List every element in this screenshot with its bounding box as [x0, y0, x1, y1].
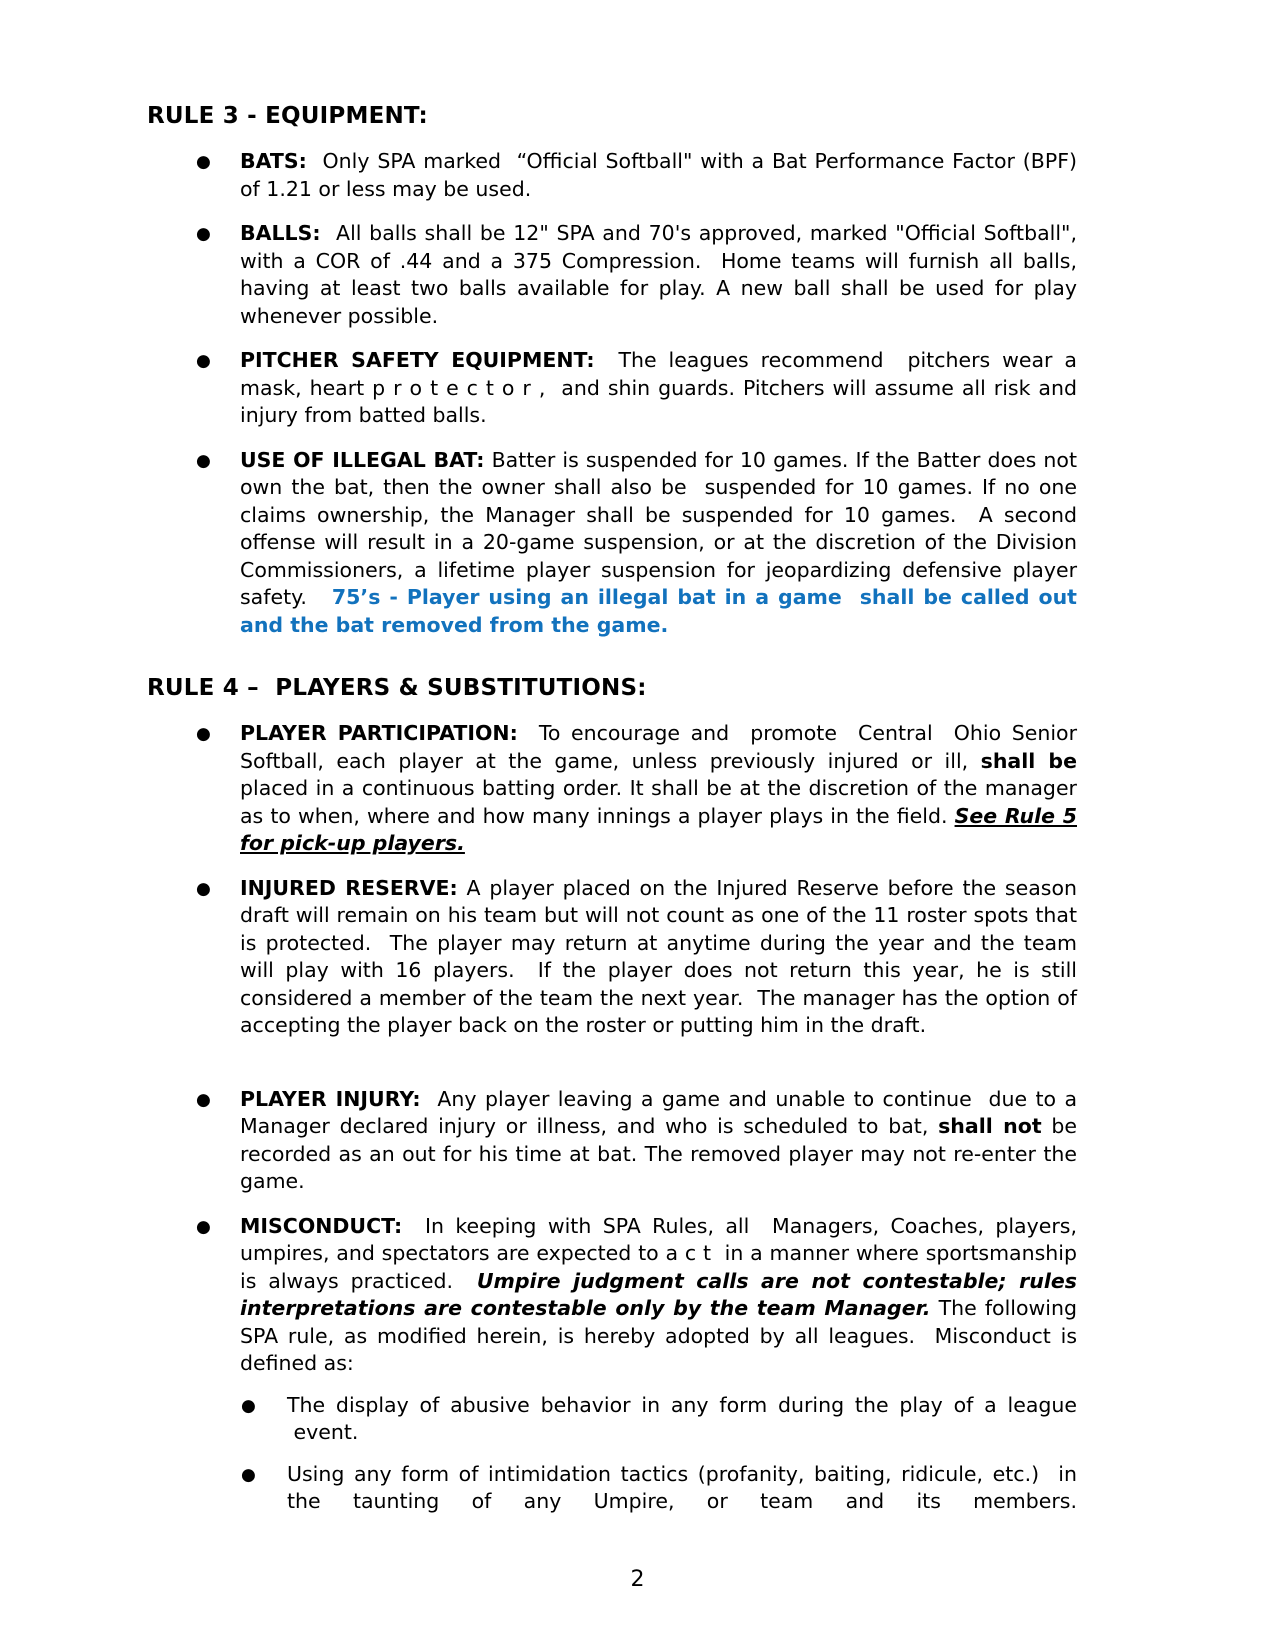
bullet-icon: ●	[196, 724, 211, 744]
bold-text: shall not	[938, 1114, 1042, 1138]
rule-item-illegal-bat	[147, 447, 1077, 640]
item-lead-label: PITCHER SAFETY EQUIPMENT:	[240, 348, 595, 372]
rule-5-reference: See Rule 5 for pick-up players.	[240, 803, 1077, 855]
item-text: Batter is suspended for 10 games. If the Batter does not own the bat, then the owner shall also be suspended for 10 games. If no one claims ownership, the Manager shall be suspended for 10 games. A second offense will result in a 20-game suspension, or at the discretion of the Division Commissioners, a lifetime player suspension for jeopardizing defensive player safety.	[240, 447, 1077, 609]
item-lead-label: INJURED RESERVE:	[240, 875, 458, 900]
bullet-icon: ●	[196, 1089, 211, 1110]
sub-item-text: Using any form of intimidation tactics (profanity, baiting, ridicule, etc.) in the taunting of any Umpire, or team and its members.	[287, 1461, 1077, 1513]
bullet-icon: ●	[196, 1216, 211, 1237]
item-text: The leagues recommend pitchers wear a mask, heart p r o t e c t o r , and shin guards. Pitchers will assume all risk and injury from batted balls.	[240, 348, 1077, 427]
rule-item-bats	[147, 148, 1077, 203]
item-text: In keeping with SPA Rules, all Managers, Coaches, players, umpires, and spectators are expected to a c t in a manner where sportsmanship is always practiced.	[240, 1213, 1077, 1293]
highlight-blue-text: 75’s - Player using an illegal bat in a game shall be called out and the bat removed from the game.	[240, 585, 1077, 637]
item-lead-label: PLAYER PARTICIPATION:	[240, 721, 518, 745]
rule-item-injured-reserve	[147, 875, 1077, 1040]
rule-item-pitcher-safety	[147, 347, 1077, 430]
item-lead-label: USE OF ILLEGAL BAT:	[240, 447, 485, 472]
bullet-icon: ●	[196, 450, 211, 471]
sub-item-text: The display of abusive behavior in any form during the play of a league event.	[287, 1392, 1077, 1444]
rule-item-player-participation	[147, 720, 1077, 858]
item-text: placed in a continuous batting order. It shall be at the discretion of the manager as to when, where and how many innings a player plays in the field.	[240, 776, 1077, 828]
bullet-icon: ●	[196, 878, 211, 899]
misconduct-sub-item	[240, 1461, 1077, 1516]
rule-item-misconduct	[147, 1213, 1077, 1516]
rule-4-heading: RULE 4 – PLAYERS & SUBSTITUTIONS:	[147, 675, 647, 701]
bullet-icon: ●	[196, 351, 211, 371]
item-lead-label: BALLS:	[240, 221, 321, 245]
item-text: All balls shall be 12" SPA and 70's approved, marked "Official Softball", with a COR of .44 and a 375 Compression. Home teams will furnish all balls, having at least two balls available for play. A new ball shall be used for play whenever possible.	[240, 221, 1077, 328]
item-text: The following SPA rule, as modified herein, is hereby adopted by all leagues. Misconduct is defined as:	[240, 1296, 1077, 1375]
item-text: Any player leaving a game and unable to continue due to a Manager declared injury or illness, and who is scheduled to bat,	[240, 1086, 1078, 1138]
item-lead-label: MISCONDUCT:	[240, 1213, 403, 1238]
item-lead-label: BATS:	[240, 149, 307, 173]
item-text: A player placed on the Injured Reserve before the season draft will remain on his team but will not count as one of the 11 roster spots that is protected. The player may return at anytime during the year and the team will play with 16 players. If the player does not return this year, he is still considered a member of the team the next year. The manager has the option of accepting the player back on the roster or putting him in the draft.	[240, 875, 1077, 1037]
rule-item-player-injury	[147, 1086, 1077, 1196]
rule-item-balls	[147, 220, 1077, 330]
section-rule-4	[147, 675, 1077, 1516]
item-text: To encourage and promote Central Ohio Senior Softball, each player at the game, unless previously injured or ill,	[240, 721, 1077, 773]
misconduct-sub-item	[240, 1392, 1077, 1447]
item-lead-label: PLAYER INJURY:	[240, 1086, 421, 1111]
bullet-icon: ●	[241, 1395, 256, 1416]
bullet-icon: ●	[196, 224, 211, 244]
item-text: be recorded as an out for his time at bat. The removed player may not re-enter the game.	[240, 1114, 1077, 1193]
bullet-icon: ●	[241, 1464, 256, 1485]
item-text: Only SPA marked “Official Softball" with a Bat Performance Factor (BPF) of 1.21 or less may be used.	[240, 149, 1077, 201]
page-number: 2	[630, 1567, 645, 1592]
bold-text: shall be	[980, 748, 1077, 773]
rule-3-heading: RULE 3 - EQUIPMENT:	[147, 103, 428, 129]
section-rule-3	[147, 103, 1077, 639]
bullet-icon: ●	[196, 152, 211, 172]
bold-italic-text: Umpire judgment calls are not contestable; rules interpretations are contestable only by the team Manager.	[240, 1268, 1077, 1320]
